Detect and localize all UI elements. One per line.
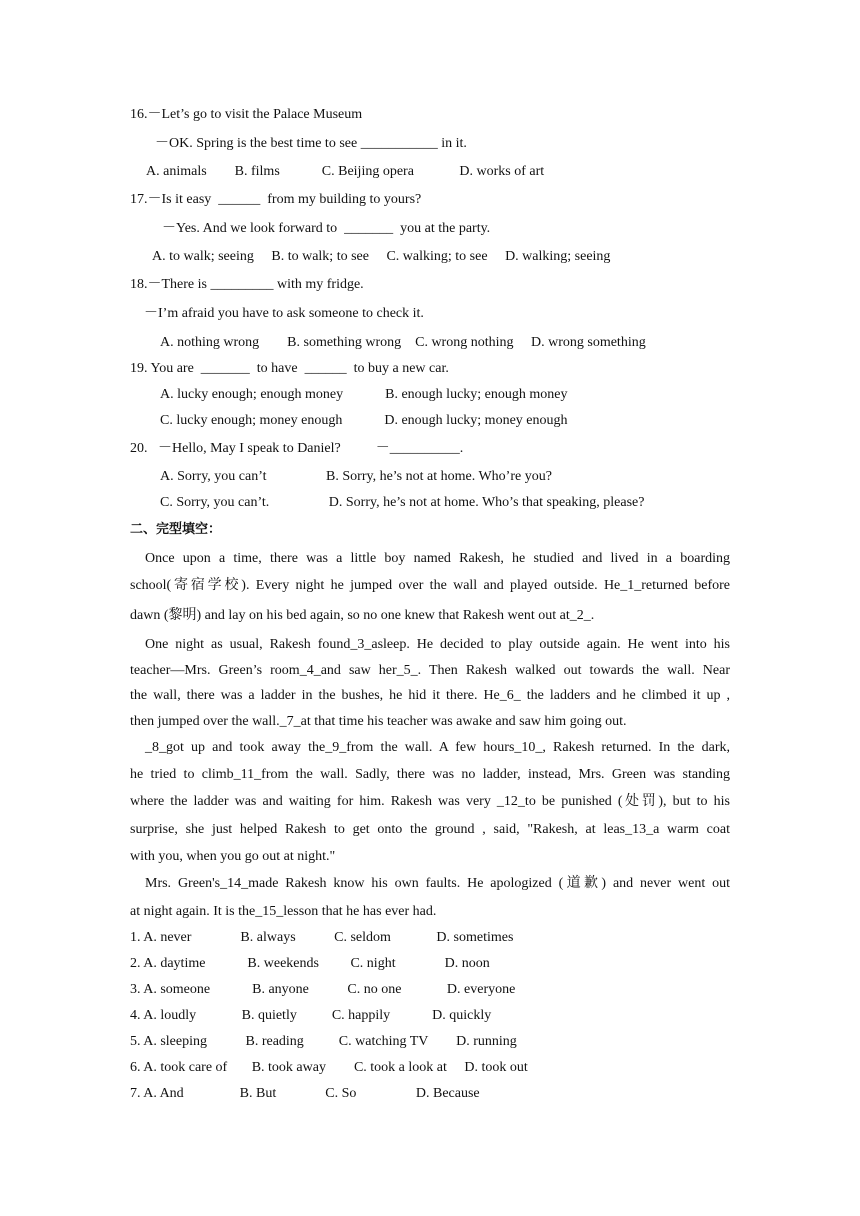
passage-line: where the ladder was and waiting for him. Rakesh was very _12_to be punished (处罚), but to his bbox=[130, 794, 730, 809]
passage-line: _8_got up and took away the_9_from the wall. A few hours_10_, Rakesh returned. In the dark, bbox=[145, 740, 730, 755]
question-18-options: A. nothing wrong B. something wrong C. wrong nothing D. wrong something bbox=[160, 335, 646, 350]
answer-options-2: 2. A. daytime B. weekends C. night D. noon bbox=[130, 956, 490, 971]
answer-options-1: 1. A. never B. always C. seldom D. sometimes bbox=[130, 930, 514, 945]
passage-line: then jumped over the wall._7_at that time his teacher was awake and saw him going out. bbox=[130, 714, 627, 729]
passage-line: Once upon a time, there was a little boy named Rakesh, he studied and lived in a boarding bbox=[145, 551, 730, 566]
passage-line: at night again. It is the_15_lesson that he has ever had. bbox=[130, 904, 437, 919]
question-16-prompt: 16.－Let’s go to visit the Palace Museum bbox=[130, 107, 363, 122]
question-20-options-2: C. Sorry, you can’t. D. Sorry, he’s not at home. Who’s that speaking, please? bbox=[160, 495, 645, 510]
answer-options-4: 4. A. loudly B. quietly C. happily D. quickly bbox=[130, 1008, 492, 1023]
passage-line: he tried to climb_11_from the wall. Sadly, there was no ladder, instead, Mrs. Green was standing bbox=[130, 767, 730, 782]
answer-options-6: 6. A. took care of B. took away C. took a look at D. took out bbox=[130, 1060, 528, 1075]
question-19-options-2: C. lucky enough; money enough D. enough lucky; money enough bbox=[160, 413, 568, 428]
question-20-prompt: 20. －Hello, May I speak to Daniel? －__________. bbox=[130, 441, 464, 456]
passage-line: Mrs. Green's_14_made Rakesh know his own faults. He apologized (道歉) and never went out bbox=[145, 876, 730, 891]
question-17-options: A. to walk; seeing B. to walk; to see C. walking; to see D. walking; seeing bbox=[152, 249, 611, 264]
question-16-options: A. animals B. films C. Beijing opera D. works of art bbox=[146, 164, 545, 179]
question-16-reply: －OK. Spring is the best time to see ___________ in it. bbox=[148, 136, 467, 151]
question-18-reply: －I’m afraid you have to ask someone to check it. bbox=[144, 306, 424, 321]
question-17-prompt: 17.－Is it easy ______ from my building to yours? bbox=[130, 192, 422, 207]
answer-options-5: 5. A. sleeping B. reading C. watching TV D. running bbox=[130, 1034, 517, 1049]
passage-line: school(寄宿学校). Every night he jumped over the wall and played outside. He_1_returned before bbox=[130, 578, 730, 593]
passage-line: dawn (黎明) and lay on his bed again, so no one knew that Rakesh went out at_2_. bbox=[130, 608, 595, 623]
question-20-options-1: A. Sorry, you can’t B. Sorry, he’s not at home. Who’re you? bbox=[160, 469, 552, 484]
section-title: 二、完型填空： bbox=[130, 522, 222, 537]
passage-line: surprise, she just helped Rakesh to get onto the ground , said, "Rakesh, at leas_13_a warm coat bbox=[130, 822, 730, 837]
passage-line: teacher—Mrs. Green’s room_4_and saw her_5_. Then Rakesh walked out towards the wall. Near bbox=[130, 663, 730, 678]
question-18-prompt: 18.－There is _________ with my fridge. bbox=[130, 277, 364, 292]
answer-options-3: 3. A. someone B. anyone C. no one D. everyone bbox=[130, 982, 516, 997]
question-19-prompt: 19. You are _______ to have ______ to buy a new car. bbox=[130, 361, 449, 376]
question-19-options-1: A. lucky enough; enough money B. enough lucky; enough money bbox=[160, 387, 568, 402]
answer-options-7: 7. A. And B. But C. So D. Because bbox=[130, 1086, 480, 1101]
passage-line: with you, when you go out at night." bbox=[130, 849, 336, 864]
passage-line: One night as usual, Rakesh found_3_asleep. He decided to play outside again. He went into his bbox=[145, 637, 730, 652]
passage-line: the wall, there was a ladder in the bushes, he hid it there. He_6_ the ladders and he climbed it up , bbox=[130, 688, 730, 703]
question-17-reply: －Yes. And we look forward to _______ you at the party. bbox=[148, 221, 491, 236]
